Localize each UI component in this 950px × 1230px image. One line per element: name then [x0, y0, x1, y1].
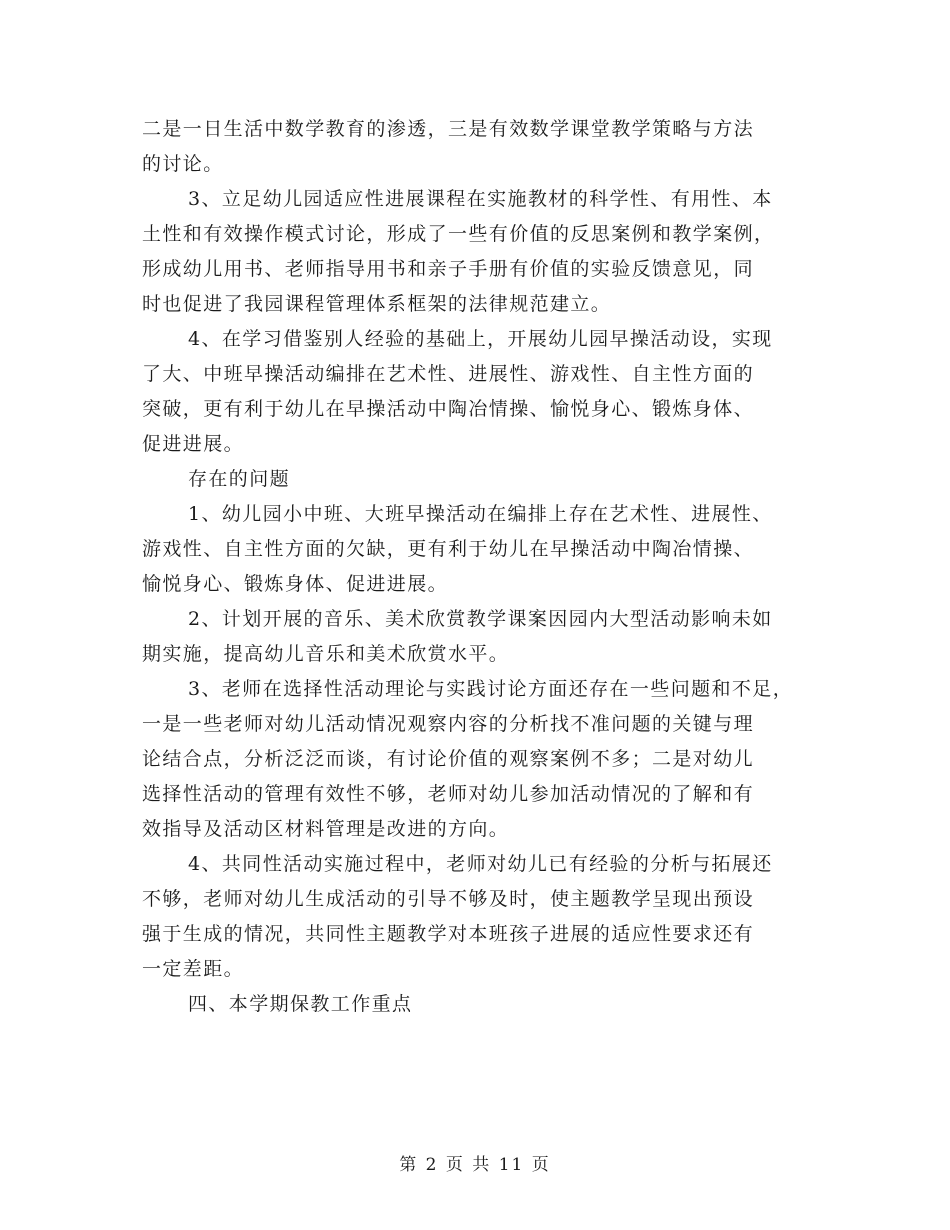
- text-line: 四、本学期保教工作重点: [188, 993, 413, 1015]
- text-line: 了大、中班早操活动编排在艺术性、进展性、游戏性、自主性方面的: [142, 363, 755, 385]
- page-number-footer: 第 2 页 共 11 页: [399, 1155, 551, 1175]
- text-line: 1、幼儿园小中班、大班早操活动在编排上存在艺术性、进展性、: [188, 503, 773, 525]
- text-line: 4、在学习借鉴别人经验的基础上，开展幼儿园早操活动设，实现: [188, 328, 773, 350]
- paragraph-achievement-4: [142, 322, 822, 462]
- text-line: 游戏性、自主性方面的欠缺，更有利于幼儿在早操活动中陶冶情操、: [142, 538, 755, 560]
- text-line: 论结合点，分析泛泛而谈，有讨论价值的观察案例不多；二是对幼儿: [142, 748, 755, 770]
- text-line: 愉悦身心、锻炼身体、促进进展。: [142, 573, 449, 595]
- paragraph-problem-1: [142, 497, 822, 602]
- paragraph-intro-continued: [142, 112, 822, 182]
- text-line: 一是一些老师对幼儿活动情况观察内容的分析找不准问题的关键与理: [142, 713, 755, 735]
- paragraph-problem-2: [142, 602, 822, 672]
- text-line: 期实施，提高幼儿音乐和美术欣赏水平。: [142, 643, 510, 665]
- text-line: 促进进展。: [142, 433, 245, 455]
- text-line: 2、计划开展的音乐、美术欣赏教学课案因园内大型活动影响未如: [188, 608, 773, 630]
- text-line: 3、立足幼儿园适应性进展课程在实施教材的科学性、有用性、本: [188, 188, 773, 210]
- text-line: 一定差距。: [142, 958, 245, 980]
- paragraph-problem-4: [142, 847, 822, 987]
- text-line: 时也促进了我园课程管理体系框架的法律规范建立。: [142, 293, 612, 315]
- text-line: 强于生成的情况，共同性主题教学对本班孩子进展的适应性要求还有: [142, 923, 755, 945]
- text-line: 形成幼儿用书、老师指导用书和亲子手册有价值的实验反馈意见，同: [142, 258, 755, 280]
- paragraph-achievement-3: [142, 182, 822, 322]
- text-line: 的讨论。: [142, 153, 224, 175]
- paragraph-problems-heading: [142, 462, 822, 497]
- paragraph-problem-3: [142, 672, 822, 847]
- text-line: 效指导及活动区材料管理是改进的方向。: [142, 818, 510, 840]
- text-line: 土性和有效操作模式讨论，形成了一些有价值的反思案例和教学案例，: [142, 223, 775, 245]
- text-line: 突破，更有利于幼儿在早操活动中陶冶情操、愉悦身心、锻炼身体、: [142, 398, 755, 420]
- paragraph-section-4-heading: [142, 987, 822, 1022]
- text-line: 3、老师在选择性活动理论与实践讨论方面还存在一些问题和不足，: [188, 678, 794, 700]
- text-line: 4、共同性活动实施过程中，老师对幼儿已有经验的分析与拓展还: [188, 853, 773, 875]
- text-line: 选择性活动的管理有效性不够，老师对幼儿参加活动情况的了解和有: [142, 783, 755, 805]
- text-line: 二是一日生活中数学教育的渗透，三是有效数学课堂教学策略与方法: [142, 118, 755, 140]
- text-line: 不够，老师对幼儿生成活动的引导不够及时，使主题教学呈现出预设: [142, 888, 755, 910]
- text-line: 存在的问题: [188, 468, 291, 490]
- document-body: [142, 112, 822, 1022]
